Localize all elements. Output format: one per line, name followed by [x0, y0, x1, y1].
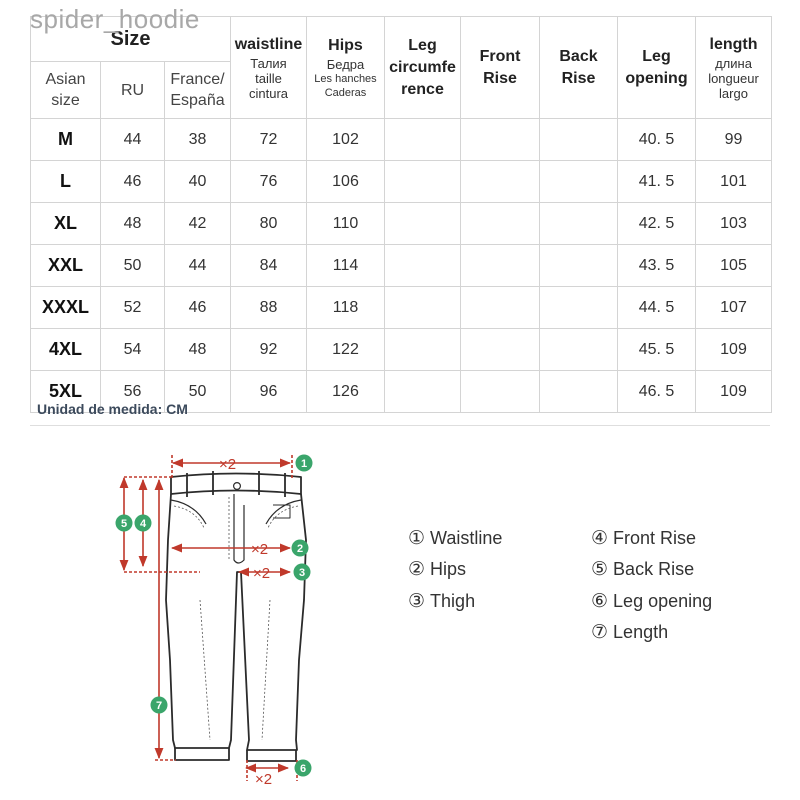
- hips-value: 110: [307, 203, 385, 245]
- svg-text:7: 7: [155, 700, 163, 712]
- legend-back-rise: ⑤ Back Rise: [591, 559, 695, 580]
- back-rise-value: [540, 287, 618, 329]
- waist-times-two: ×2: [219, 456, 237, 473]
- ru-value: 44: [101, 119, 165, 161]
- svg-text:4: 4: [139, 518, 147, 530]
- leg-opening-value: 44. 5: [618, 287, 696, 329]
- asian-size-header: Asian size: [31, 62, 101, 119]
- waist-value: 76: [231, 161, 307, 203]
- table-row: [31, 329, 772, 371]
- front-rise-value: [461, 203, 540, 245]
- svg-text:5: 5: [120, 518, 128, 530]
- size-label: XL: [31, 203, 101, 245]
- size-label: XXL: [31, 245, 101, 287]
- legend-leg-opening: ⑥ Leg opening: [591, 591, 713, 612]
- size-label: L: [31, 161, 101, 203]
- back-rise-value: [540, 245, 618, 287]
- back-rise-value: [540, 203, 618, 245]
- watermark-text: spider_hoodie: [30, 4, 200, 34]
- svg-text:6: 6: [299, 763, 307, 775]
- fr-value: 50: [165, 371, 231, 413]
- leg-opening-value: 45. 5: [618, 329, 696, 371]
- length-value: 109: [696, 371, 772, 413]
- leg-circ-value: [385, 161, 461, 203]
- leg-opening-header: Leg opening: [618, 17, 696, 119]
- fr-value: 40: [165, 161, 231, 203]
- marker-1: [296, 455, 313, 472]
- ru-value: 48: [101, 203, 165, 245]
- legend-waistline: ① Waistline: [408, 528, 503, 549]
- hips-value: 122: [307, 329, 385, 371]
- pants-outline: [166, 471, 306, 761]
- leg-opening-value: 40. 5: [618, 119, 696, 161]
- back-rise-value: [540, 329, 618, 371]
- length-value: 109: [696, 329, 772, 371]
- front-rise-value: [461, 329, 540, 371]
- leg-opening-value: 46. 5: [618, 371, 696, 413]
- size-label: 4XL: [31, 329, 101, 371]
- leg-circumference-header: Leg circumfe rence: [385, 17, 461, 119]
- marker-5: [116, 515, 133, 532]
- divider: [30, 425, 770, 426]
- front-rise-value: [461, 161, 540, 203]
- hips-value: 102: [307, 119, 385, 161]
- size-chart-table: [30, 16, 772, 413]
- pants-measurement-diagram: [0, 430, 400, 800]
- hips-value: 126: [307, 371, 385, 413]
- svg-text:1: 1: [300, 458, 308, 470]
- front-rise-value: [461, 245, 540, 287]
- waist-value: 72: [231, 119, 307, 161]
- waist-value: 92: [231, 329, 307, 371]
- back-rise-value: [540, 119, 618, 161]
- length-header: length длина longueur largo: [696, 17, 772, 119]
- marker-3: [294, 564, 311, 581]
- waist-value: 84: [231, 245, 307, 287]
- front-rise-value: [461, 371, 540, 413]
- ru-value: 56: [101, 371, 165, 413]
- marker-4: [135, 515, 152, 532]
- svg-text:3: 3: [298, 567, 306, 579]
- hips-value: 106: [307, 161, 385, 203]
- marker-7: [151, 697, 168, 714]
- table-row: [31, 119, 772, 161]
- back-rise-header: Back Rise: [540, 17, 618, 119]
- leg-opening-value: 43. 5: [618, 245, 696, 287]
- waist-value: 88: [231, 287, 307, 329]
- leg-opening-value: 42. 5: [618, 203, 696, 245]
- waist-value: 96: [231, 371, 307, 413]
- ru-value: 54: [101, 329, 165, 371]
- svg-text:2: 2: [296, 543, 304, 555]
- size-label: XXXL: [31, 287, 101, 329]
- button-icon: [234, 483, 241, 490]
- front-rise-header: Front Rise: [461, 17, 540, 119]
- table-row: [31, 161, 772, 203]
- legend-length: ⑦ Length: [591, 622, 669, 643]
- legend-hips: ② Hips: [408, 559, 467, 580]
- leg-circ-value: [385, 245, 461, 287]
- unit-note: Unidad de medida: CM: [37, 401, 188, 417]
- legend-front-rise: ④ Front Rise: [591, 528, 697, 549]
- fr-value: 42: [165, 203, 231, 245]
- leg-circ-value: [385, 287, 461, 329]
- leg-circ-value: [385, 203, 461, 245]
- front-rise-value: [461, 119, 540, 161]
- waistline-header: waistline Талия taille cintura: [231, 17, 307, 119]
- ru-value: 50: [101, 245, 165, 287]
- back-rise-value: [540, 161, 618, 203]
- size-header: Size: [31, 17, 231, 62]
- leg-circ-value: [385, 371, 461, 413]
- fr-value: 44: [165, 245, 231, 287]
- fr-value: 48: [165, 329, 231, 371]
- france-espana-header: France/ España: [165, 62, 231, 119]
- length-value: 99: [696, 119, 772, 161]
- marker-2: [292, 540, 309, 557]
- back-rise-value: [540, 371, 618, 413]
- thigh-times-two: ×2: [253, 565, 271, 582]
- leg-circ-value: [385, 329, 461, 371]
- leg-opening-value: 41. 5: [618, 161, 696, 203]
- length-value: 103: [696, 203, 772, 245]
- leg-circ-value: [385, 119, 461, 161]
- front-rise-value: [461, 287, 540, 329]
- length-value: 101: [696, 161, 772, 203]
- size-label: 5XL: [31, 371, 101, 413]
- ru-value: 52: [101, 287, 165, 329]
- table-row: [31, 203, 772, 245]
- hips-times-two: ×2: [251, 541, 269, 558]
- fr-value: 46: [165, 287, 231, 329]
- hips-value: 114: [307, 245, 385, 287]
- length-value: 105: [696, 245, 772, 287]
- ru-header: RU: [101, 62, 165, 119]
- waist-value: 80: [231, 203, 307, 245]
- marker-6: [295, 760, 312, 777]
- length-value: 107: [696, 287, 772, 329]
- fr-value: 38: [165, 119, 231, 161]
- ru-value: 46: [101, 161, 165, 203]
- hips-value: 118: [307, 287, 385, 329]
- opening-times-two: ×2: [255, 771, 273, 788]
- hips-header: Hips Бедра Les hanches Caderas: [307, 17, 385, 119]
- table-row: [31, 245, 772, 287]
- legend-thigh: ③ Thigh: [408, 591, 476, 612]
- size-label: M: [31, 119, 101, 161]
- table-row: [31, 287, 772, 329]
